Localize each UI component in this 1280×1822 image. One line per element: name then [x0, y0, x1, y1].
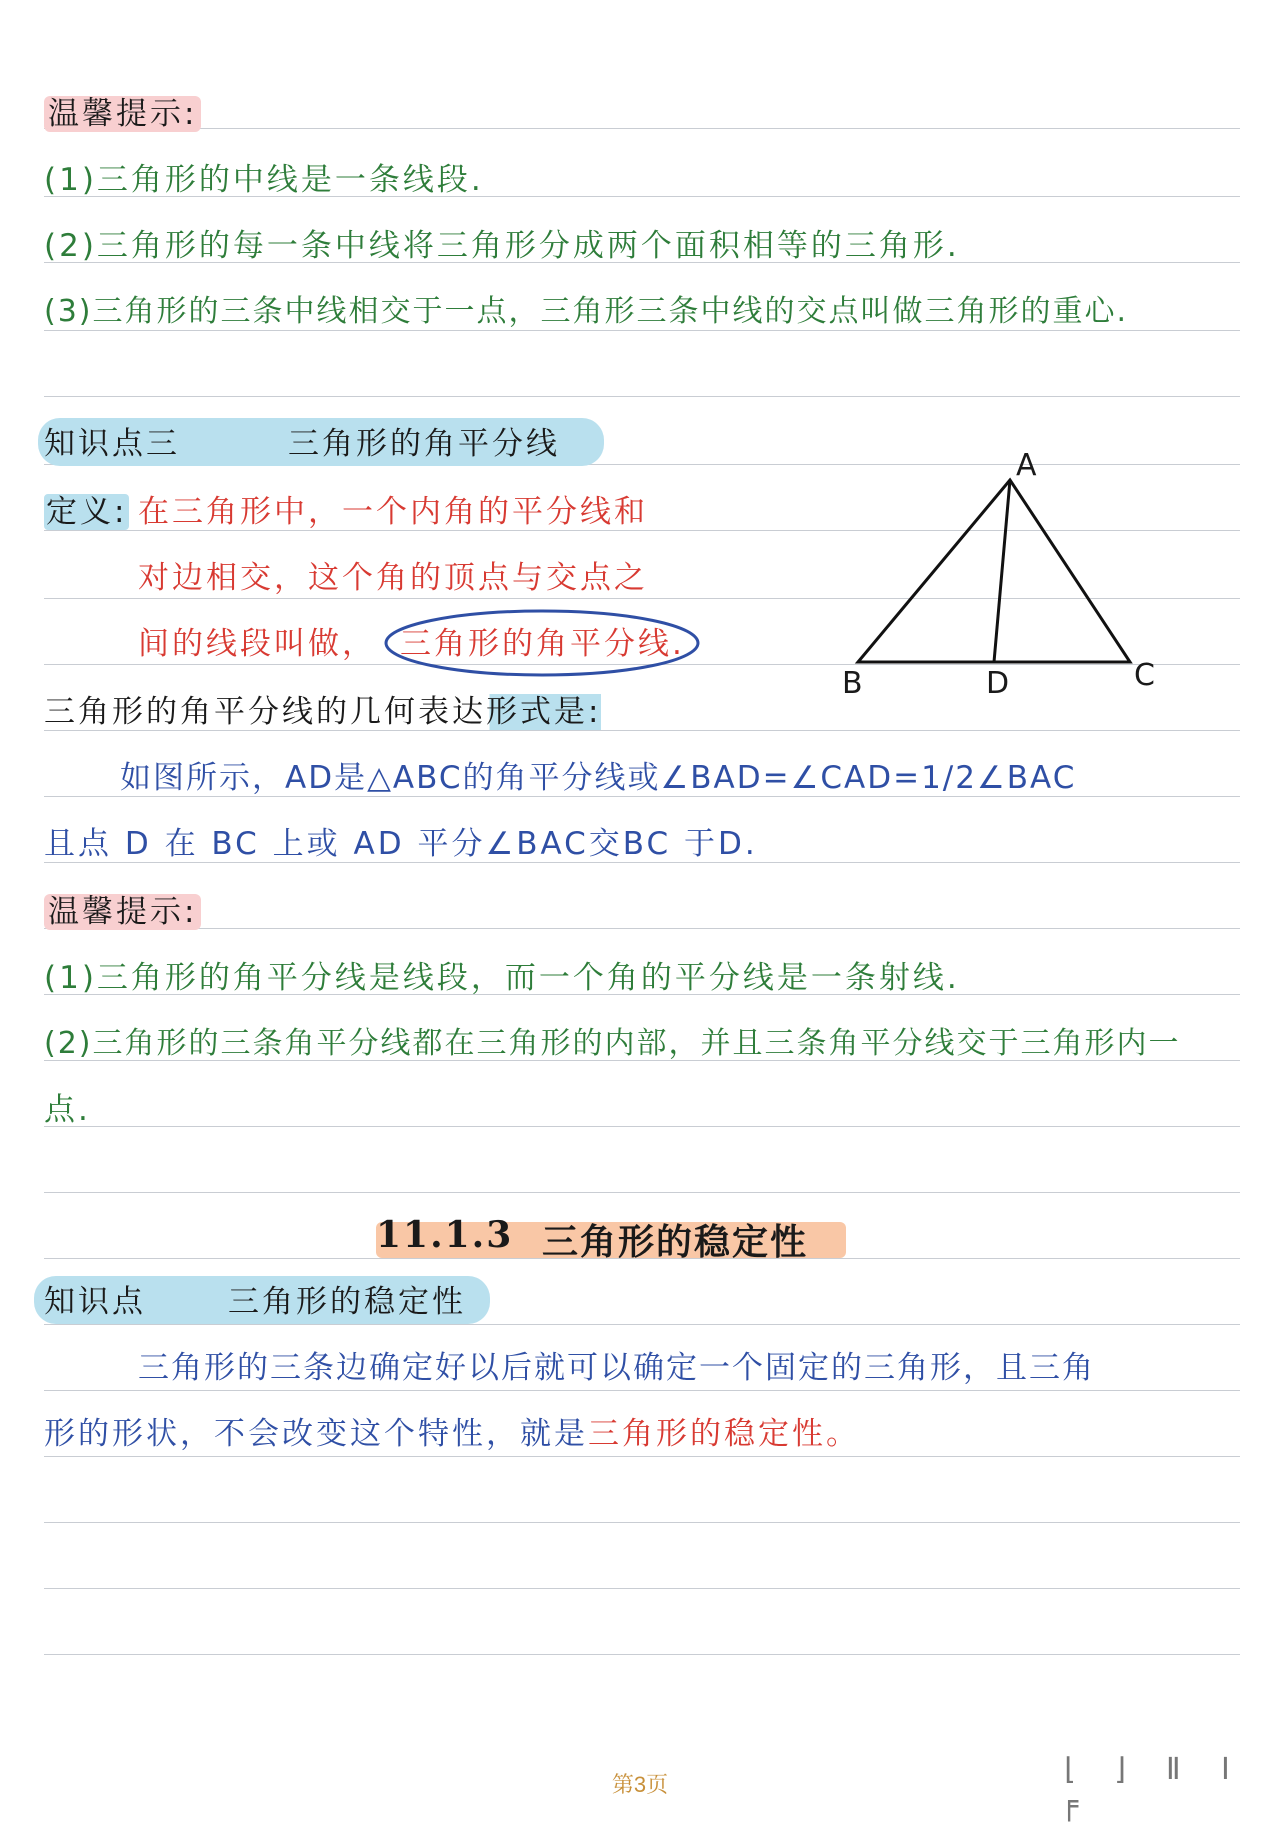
vertex-label-b: B [842, 666, 866, 701]
stability-text: 三角形的三条边确定好以后就可以确定一个固定的三角形，且三角 [138, 1350, 1095, 1386]
definition-text: 对边相交，这个角的顶点与交点之 [138, 560, 648, 596]
knowledge-point-label: 知识点 [44, 1284, 146, 1320]
definition-circled-term: 三角形的角平分线. [400, 626, 685, 662]
definition-text: 在三角形中，一个内角的平分线和 [138, 494, 648, 530]
tip-item: (2)三角形的每一条中线将三角形分成两个面积相等的三角形. [44, 228, 960, 264]
geometric-expression-text: 且点 D 在 BC 上或 AD 平分∠BAC交BC 于D. [44, 826, 758, 862]
tip-item: (3)三角形的三条中线相交于一点，三角形三条中线的交点叫做三角形的重心. [44, 294, 1129, 329]
section-title: 三角形的稳定性 [542, 1221, 809, 1263]
knowledge-point-title: 三角形的角平分线 [288, 426, 560, 462]
vertex-label-d: D [986, 666, 1013, 701]
tip-item: (1)三角形的角平分线是线段，而一个角的平分线是一条射线. [44, 960, 960, 996]
section-number: 11.1.3 [376, 1214, 514, 1256]
corner-marks-decoration: ⌊ ⌋ ǁ ǀ ╒ [1060, 1752, 1243, 1822]
tips-heading: 温馨提示: [44, 94, 201, 134]
stability-text: 形的形状，不会改变这个特性，就是三角形的稳定性。 [44, 1416, 860, 1452]
tip-item: (1)三角形的中线是一条线段. [44, 162, 484, 198]
vertex-label-c: C [1134, 658, 1158, 693]
geometric-expression-text: 如图所示，AD是△ABC的角平分线或∠BAD=∠CAD=1/2∠BAC [120, 760, 1077, 796]
tips-heading: 温馨提示: [44, 892, 201, 932]
definition-text: 间的线段叫做， [138, 626, 376, 662]
tip-item: (2)三角形的三条角平分线都在三角形的内部，并且三条角平分线交于三角形内一 [44, 1026, 1181, 1061]
definition-label: 定义: [46, 494, 128, 530]
knowledge-point-title: 三角形的稳定性 [228, 1284, 466, 1320]
geometric-expression-heading: 三角形的角平分线的几何表达形式是: [44, 694, 602, 730]
page-number: 第3页 [611, 1772, 669, 1797]
knowledge-point-label: 知识点三 [44, 426, 180, 462]
tip-item: 点. [44, 1092, 91, 1128]
vertex-label-a: A [1016, 448, 1040, 483]
